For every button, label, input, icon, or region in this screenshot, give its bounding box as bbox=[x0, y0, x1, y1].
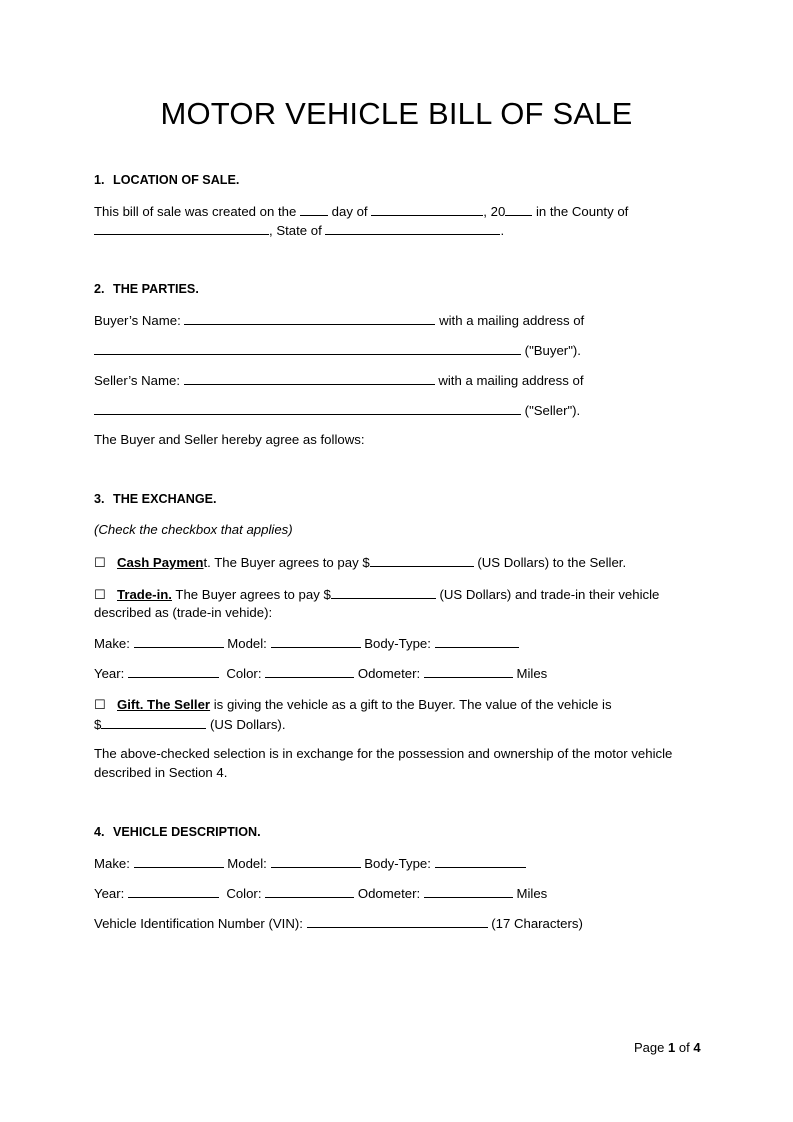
document-title: MOTOR VEHICLE BILL OF SALE bbox=[160, 96, 633, 131]
buyer-name-blank[interactable] bbox=[184, 311, 435, 325]
agreement-line: The Buyer and Seller hereby agree as follows: bbox=[94, 432, 365, 447]
section-2-title: THE PARTIES. bbox=[113, 282, 199, 296]
vehicle-miles-label: Miles bbox=[516, 886, 548, 901]
trade-color-blank[interactable] bbox=[265, 664, 354, 678]
vehicle-make-blank[interactable] bbox=[134, 854, 224, 868]
section-4-title: VEHICLE DESCRIPTION. bbox=[113, 825, 261, 839]
trade-miles-label: Miles bbox=[516, 666, 548, 681]
section-1-number: 1. bbox=[94, 173, 105, 187]
vin-characters-text: (17 Characters) bbox=[491, 916, 583, 931]
buyer-name-label: Buyer’s Name: bbox=[94, 313, 181, 328]
total-pages: 4 bbox=[693, 1040, 701, 1055]
trade-odometer-blank[interactable] bbox=[424, 664, 513, 678]
buyer-mailing-text: with a mailing address of bbox=[439, 313, 585, 328]
trade-body-type-label: Body-Type: bbox=[364, 636, 431, 651]
trade-in-checkbox[interactable]: ☐ bbox=[94, 587, 106, 602]
gift-amount-blank[interactable] bbox=[101, 715, 206, 729]
period-text: . bbox=[500, 223, 505, 238]
section-3-heading bbox=[94, 491, 217, 508]
seller-mailing-text: with a mailing address of bbox=[438, 373, 584, 388]
current-page: 1 bbox=[668, 1040, 676, 1055]
section-1-heading bbox=[94, 172, 239, 189]
buyer-name-line bbox=[94, 311, 584, 329]
seller-address-blank[interactable] bbox=[94, 401, 521, 415]
section-1-title: LOCATION OF SALE. bbox=[113, 173, 240, 187]
vehicle-make-label: Make: bbox=[94, 856, 130, 871]
vehicle-color-label: Color: bbox=[226, 886, 262, 901]
cash-payment-option bbox=[94, 553, 626, 571]
day-blank[interactable] bbox=[300, 202, 328, 216]
vehicle-color-blank[interactable] bbox=[265, 884, 354, 898]
cash-payment-label: Cash Paymen bbox=[117, 555, 204, 570]
gift-checkbox[interactable]: ☐ bbox=[94, 697, 106, 712]
vin-label: Vehicle Identification Number (VIN): bbox=[94, 916, 303, 931]
exchange-closing-1: The above-checked selection is in exchange for the possession and ownership of the motor vehicle bbox=[94, 746, 673, 761]
trade-model-blank[interactable] bbox=[271, 634, 361, 648]
trade-in-option bbox=[94, 585, 659, 603]
gift-dollar-sign: $ bbox=[94, 717, 102, 732]
checkbox-instruction: (Check the checkbox that applies) bbox=[94, 522, 293, 537]
vehicle-odometer-label: Odometer: bbox=[357, 886, 421, 901]
trade-year-label: Year: bbox=[94, 666, 125, 681]
gift-value-line bbox=[94, 715, 285, 733]
trade-amount-blank[interactable] bbox=[331, 585, 436, 599]
vehicle-year-label: Year: bbox=[94, 886, 125, 901]
vehicle-make-model-line bbox=[94, 854, 526, 872]
trade-in-described: described as (trade-in vehide): bbox=[94, 605, 273, 620]
exchange-closing-2: described in Section 4. bbox=[94, 765, 228, 780]
section-3-title: THE EXCHANGE. bbox=[113, 492, 217, 506]
vehicle-year-color-line bbox=[94, 884, 547, 902]
year-blank[interactable] bbox=[505, 202, 532, 216]
state-blank[interactable] bbox=[325, 221, 500, 235]
county-state-line bbox=[94, 221, 504, 239]
trade-make-model-line bbox=[94, 634, 519, 652]
vehicle-body-type-label: Body-Type: bbox=[364, 856, 431, 871]
vin-blank[interactable] bbox=[307, 914, 488, 928]
vehicle-body-type-blank[interactable] bbox=[435, 854, 526, 868]
cash-payment-text: t. The Buyer agrees to pay $ bbox=[203, 555, 370, 570]
seller-name-blank[interactable] bbox=[184, 371, 435, 385]
county-blank[interactable] bbox=[94, 221, 269, 235]
trade-model-label: Model: bbox=[227, 636, 267, 651]
state-text: , State of bbox=[269, 223, 322, 238]
buyer-tag: ("Buyer"). bbox=[524, 343, 581, 358]
cash-payment-checkbox[interactable]: ☐ bbox=[94, 555, 106, 570]
vehicle-odometer-blank[interactable] bbox=[424, 884, 513, 898]
trade-body-type-blank[interactable] bbox=[435, 634, 519, 648]
cash-amount-blank[interactable] bbox=[370, 553, 474, 567]
gift-end: (US Dollars). bbox=[210, 717, 286, 732]
trade-make-label: Make: bbox=[94, 636, 130, 651]
county-text: in the County of bbox=[535, 204, 629, 219]
trade-in-label: Trade-in. bbox=[117, 587, 172, 602]
sale-date-line bbox=[94, 202, 628, 220]
seller-address-line bbox=[94, 401, 580, 419]
trade-year-blank[interactable] bbox=[128, 664, 219, 678]
of-word: of bbox=[678, 1040, 690, 1055]
page-word: Page bbox=[634, 1040, 665, 1055]
section-2-number: 2. bbox=[94, 282, 105, 296]
section-3-number: 3. bbox=[94, 492, 105, 506]
seller-name-line bbox=[94, 371, 583, 389]
gift-label: Gift. The Seller bbox=[117, 697, 211, 712]
sale-date-text: This bill of sale was created on the bbox=[94, 204, 297, 219]
trade-in-end: (US Dollars) and trade-in their vehicle bbox=[439, 587, 660, 602]
seller-name-label: Seller’s Name: bbox=[94, 373, 180, 388]
trade-make-blank[interactable] bbox=[134, 634, 224, 648]
buyer-address-blank[interactable] bbox=[94, 341, 521, 355]
seller-tag: ("Seller"). bbox=[524, 403, 581, 418]
vehicle-model-label: Model: bbox=[227, 856, 267, 871]
gift-option bbox=[94, 696, 612, 713]
cash-payment-end: (US Dollars) to the Seller. bbox=[477, 555, 627, 570]
trade-year-color-line bbox=[94, 664, 547, 682]
day-of-text: day of bbox=[331, 204, 368, 219]
vehicle-model-blank[interactable] bbox=[271, 854, 361, 868]
trade-in-text: The Buyer agrees to pay $ bbox=[175, 587, 331, 602]
trade-odometer-label: Odometer: bbox=[357, 666, 421, 681]
trade-color-label: Color: bbox=[226, 666, 262, 681]
vehicle-year-blank[interactable] bbox=[128, 884, 219, 898]
gift-text: is giving the vehicle as a gift to the Buyer. The value of the vehicle is bbox=[213, 697, 612, 712]
section-2-heading bbox=[94, 281, 199, 298]
section-4-number: 4. bbox=[94, 825, 105, 839]
year-prefix-text: , 20 bbox=[483, 204, 506, 219]
page-number bbox=[634, 1040, 701, 1055]
vin-line bbox=[94, 914, 583, 932]
buyer-address-line bbox=[94, 341, 581, 359]
month-blank[interactable] bbox=[371, 202, 483, 216]
section-4-heading bbox=[94, 824, 261, 841]
